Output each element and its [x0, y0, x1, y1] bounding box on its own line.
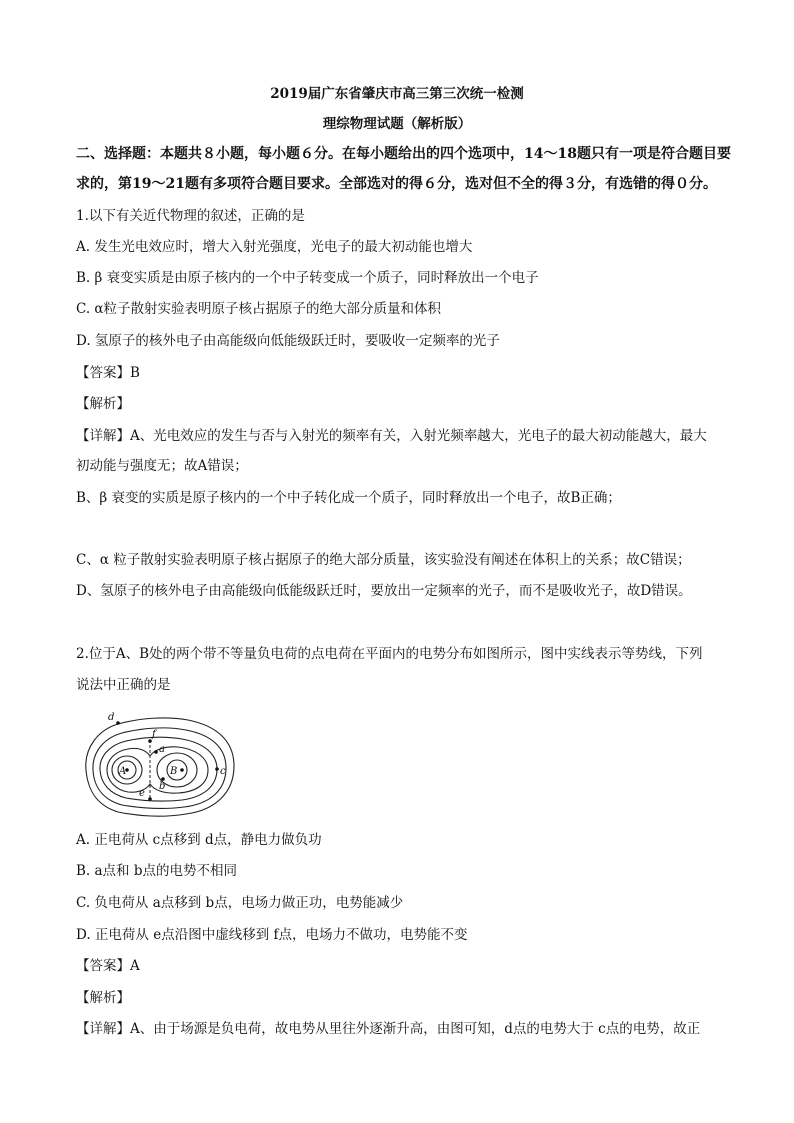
label-e: e — [139, 788, 145, 799]
q1-answer: 【答案】B — [76, 365, 140, 381]
q2-option-b: B. a点和 b点的电势不相同 — [76, 863, 237, 879]
q1-detail-line-4: C、α 粒子散射实验表明原子核占据原子的绝大部分质量，该实验没有阐述在体积上的关系；故C错误； — [76, 552, 691, 568]
point-e — [148, 797, 152, 801]
q2-option-d: D. 正电荷从 e点沿图中虚线移到 f点，电场力不做功，电势能不变 — [76, 927, 468, 943]
point-B — [180, 768, 184, 772]
label-B: B — [170, 766, 178, 777]
document-title: 2019届广东省肇庆市高三第三次统一检测 — [270, 86, 524, 102]
q1-detail-line-1: 【详解】A、光电效应的发生与否与入射光的频率有关，入射光频率越大，光电子的最大初动能越大，最大 — [76, 428, 707, 444]
label-A: A — [119, 766, 127, 777]
label-b: b — [159, 781, 166, 792]
document-subtitle: 理综物理试题（解析版） — [322, 116, 472, 132]
section-header-line-2: 求的，第19～21题有多项符合题目要求。全部选对的得６分，选对但不全的得３分，有选错的得０分。 — [76, 176, 717, 192]
q2-detail-line-1: 【详解】A、由于场源是负电荷，故电势从里往外逐渐升高，由图可知，d点的电势大于 c点的电势，故正 — [76, 1021, 701, 1037]
q1-analysis-label: 【解析】 — [76, 396, 130, 412]
q2-option-c: C. 负电荷从 a点移到 b点，电场力做正功，电势能减少 — [76, 895, 404, 911]
q1-option-a: A. 发生光电效应时，增大入射光强度，光电子的最大初动能也增大 — [76, 239, 473, 255]
label-f: f — [152, 729, 156, 740]
label-d: d — [108, 712, 115, 723]
equipotential-line — [93, 728, 226, 809]
q1-option-c: C. α粒子散射实验表明原子核占据原子的绝大部分质量和体积 — [76, 301, 442, 317]
q2-stem-line-2: 说法中正确的是 — [76, 677, 171, 693]
q1-option-d: D. 氢原子的核外电子由高能级向低能级跃迁时，要吸收一定频率的光子 — [76, 333, 500, 349]
q1-detail-line-5: D、氢原子的核外电子由高能级向低能级跃迁时，要放出一定频率的光子，而不是吸收光子，故D错误。 — [76, 583, 692, 599]
q1-detail-line-3: B、β 衰变的实质是原子核内的一个中子转化成一个质子，同时释放出一个电子，故B正确； — [76, 490, 621, 506]
section-header-line-1: 二、选择题：本题共８小题，每小题６分。在每小题给出的四个选项中，14～18题只有一项是符合题目要 — [76, 146, 731, 162]
label-c: c — [220, 766, 226, 777]
label-a: a — [159, 744, 165, 755]
point-a — [154, 750, 158, 754]
q2-option-a: A. 正电荷从 c点移到 d点，静电力做负功 — [76, 832, 322, 848]
q1-stem: 1.以下有关近代物理的叙述，正确的是 — [76, 208, 305, 224]
q2-answer: 【答案】A — [76, 958, 140, 974]
equipotential-figure — [78, 708, 238, 820]
q2-analysis-label: 【解析】 — [76, 990, 130, 1006]
point-d — [116, 721, 120, 725]
q2-stem-line-1: 2.位于A、B处的两个带不等量负电荷的点电荷在平面内的电势分布如图所示，图中实线表示等势线，下列 — [76, 646, 703, 662]
q1-option-b: B. β 衰变实质是由原子核内的一个中子转变成一个质子，同时释放出一个电子 — [76, 270, 539, 286]
point-c — [215, 767, 219, 771]
q1-detail-line-2: 初动能与强度无；故A错误； — [76, 458, 248, 474]
